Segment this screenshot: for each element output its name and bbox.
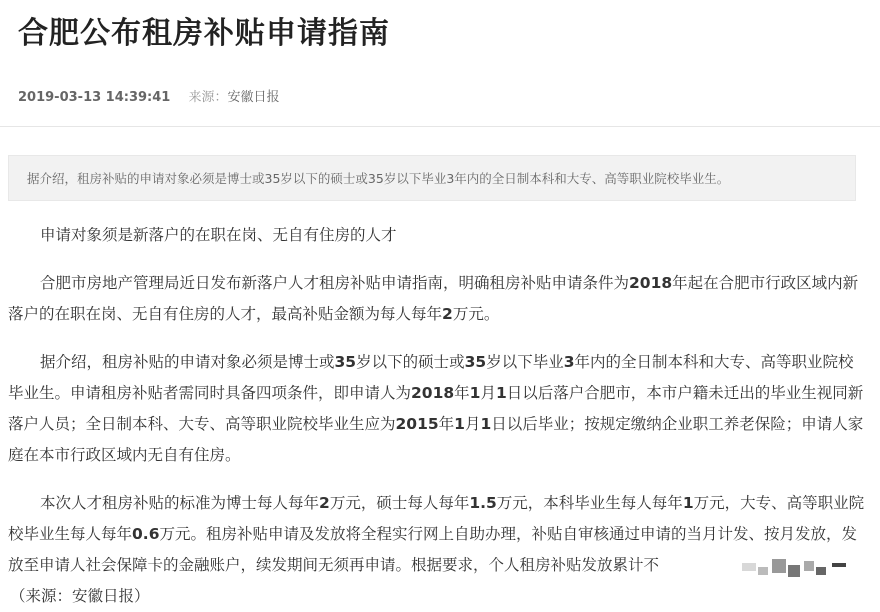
summary-box: 据介绍，租房补贴的申请对象必须是博士或35岁以下的硕士或35岁以下毕业3年内的全日制本科和大专、高等职业院校毕业生。 — [8, 155, 856, 201]
paragraph-4: 本次人才租房补贴的标准为博士每人每年2万元，硕士每人每年1.5万元，本科毕业生每人每年1万元，大专、高等职业院校毕业生每人每年0.6万元。租房补贴申请及发放将全程实行网上自助办理，补贴自审核通过申请的当月计发、按月发放，发放至申请人社会保障卡的金融账户，续发期间无须再申请。根据要求，个人租房补贴发放累计不 — [8, 494, 865, 574]
paragraph-3: 据介绍，租房补贴的申请对象必须是博士或35岁以下的硕士或35岁以下毕业3年内的全日制本科和大专、高等职业院校毕业生。申请租房补贴者需同时具备四项条件，即申请人为2018年1月1日以后落户合肥市，本市户籍未迁出的毕业生视同新落户人员；全日制本科、大专、高等职业院校毕业生应为2015年1月1日以后毕业；按规定缴纳企业职工养老保险；申请人家庭在本市行政区域内无自有住房。 — [8, 353, 864, 464]
article-meta — [18, 86, 280, 105]
source-note: （来源：安徽日报） — [10, 587, 150, 605]
watermark-mosaic — [742, 555, 862, 585]
article-title: 合肥公布租房补贴申请指南 — [18, 16, 390, 51]
source-name: 安徽日报 — [227, 90, 280, 105]
source-label: 来源： — [188, 90, 228, 105]
paragraph-1: 申请对象须是新落户的在职在岗、无自有住房的人才 — [40, 226, 397, 244]
divider — [0, 126, 880, 127]
paragraph-2: 合肥市房地产管理局近日发布新落户人才租房补贴申请指南，明确租房补贴申请条件为2018年起在合肥市行政区域内新落户的在职在岗、无自有住房的人才，最高补贴金额为每人每年2万元。 — [8, 274, 859, 323]
article-body — [8, 220, 868, 612]
publish-date: 2019-03-13 14:39:41 — [18, 90, 171, 105]
